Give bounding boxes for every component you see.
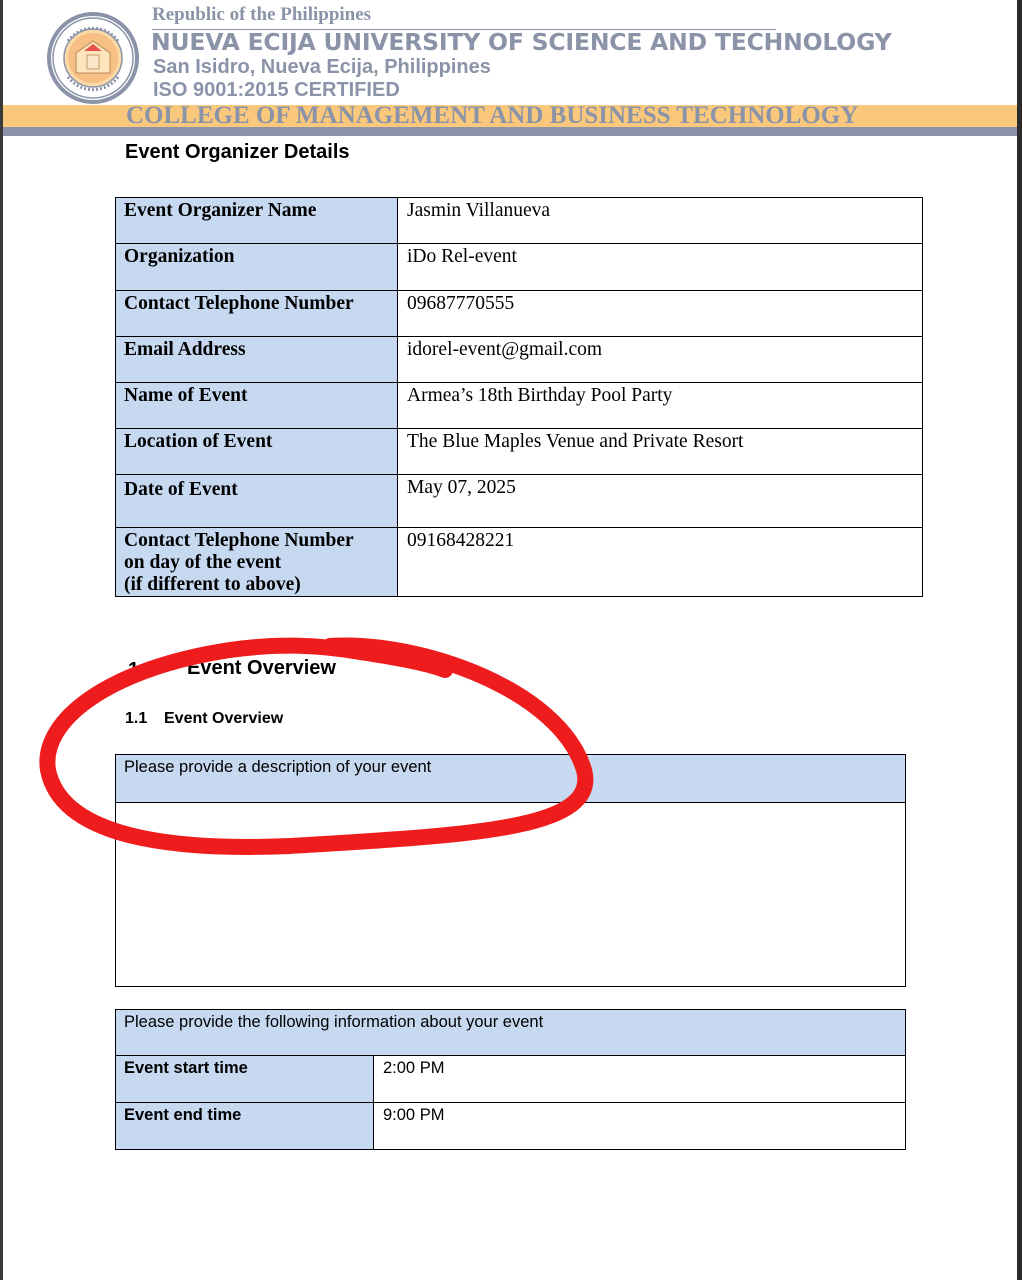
table-row: [116, 429, 923, 475]
table-row: [116, 1103, 906, 1150]
overview-section-number: 1.: [128, 659, 145, 681]
page-edge-right: [1017, 0, 1022, 1280]
row-value: The Blue Maples Venue and Private Resort: [398, 429, 923, 475]
description-prompt: Please provide a description of your event: [116, 755, 906, 803]
overview-subsection-number: 1.1: [125, 710, 148, 727]
row-value: 09168428221: [398, 528, 923, 597]
event-info-table: [115, 1009, 906, 1150]
description-field[interactable]: [116, 803, 906, 987]
iso-certification: ISO 9001:2015 CERTIFIED: [153, 79, 400, 101]
table-row: [116, 1010, 906, 1056]
overview-subsection-title: Event Overview: [164, 710, 284, 727]
university-name: NUEVA ECIJA UNIVERSITY OF SCIENCE AND TECHNOLOGY: [151, 28, 892, 56]
table-row: [116, 291, 923, 337]
row-label: Date of Event: [116, 475, 398, 528]
table-row: [116, 1056, 906, 1103]
row-label: Organization: [116, 244, 398, 291]
table-row: [116, 475, 923, 528]
table-row: [116, 337, 923, 383]
row-label: Event Organizer Name: [116, 198, 398, 244]
row-value: May 07, 2025: [398, 475, 923, 528]
row-value: Jasmin Villanueva: [398, 198, 923, 244]
start-time-value[interactable]: 2:00 PM: [374, 1056, 906, 1103]
label-line: on day of the event: [124, 552, 282, 573]
row-value: 09687770555: [398, 291, 923, 337]
label-line: Contact Telephone Number: [124, 530, 354, 551]
overview-section-title: Event Overview: [187, 657, 336, 679]
row-value: Armea’s 18th Birthday Pool Party: [398, 383, 923, 429]
row-label: Location of Event: [116, 429, 398, 475]
table-row: [116, 198, 923, 244]
row-value: iDo Rel-event: [398, 244, 923, 291]
university-address: San Isidro, Nueva Ecija, Philippines: [153, 56, 491, 78]
university-seal-logo: [46, 11, 140, 105]
table-row: [116, 755, 906, 803]
label-line: (if different to above): [124, 574, 301, 595]
end-time-value[interactable]: 9:00 PM: [374, 1103, 906, 1150]
row-label: Email Address: [116, 337, 398, 383]
table-row: [116, 803, 906, 987]
row-value: idorel-event@gmail.com: [398, 337, 923, 383]
table-row: [116, 528, 923, 597]
row-label: Contact Telephone Number: [116, 291, 398, 337]
republic-line: Republic of the Philippines: [152, 4, 372, 25]
row-label: Event end time: [116, 1103, 374, 1150]
row-label: Event start time: [116, 1056, 374, 1103]
page-edge-left: [0, 0, 3, 1280]
row-label: Name of Event: [116, 383, 398, 429]
info-prompt: Please provide the following information about your event: [116, 1010, 906, 1056]
row-label-multiline: [116, 528, 398, 597]
event-description-table: [115, 754, 906, 987]
organizer-section-title: Event Organizer Details: [125, 141, 350, 163]
table-row: [116, 244, 923, 291]
organizer-details-table: [115, 197, 923, 597]
college-name: COLLEGE OF MANAGEMENT AND BUSINESS TECHNOLOGY: [126, 102, 859, 129]
table-row: [116, 383, 923, 429]
